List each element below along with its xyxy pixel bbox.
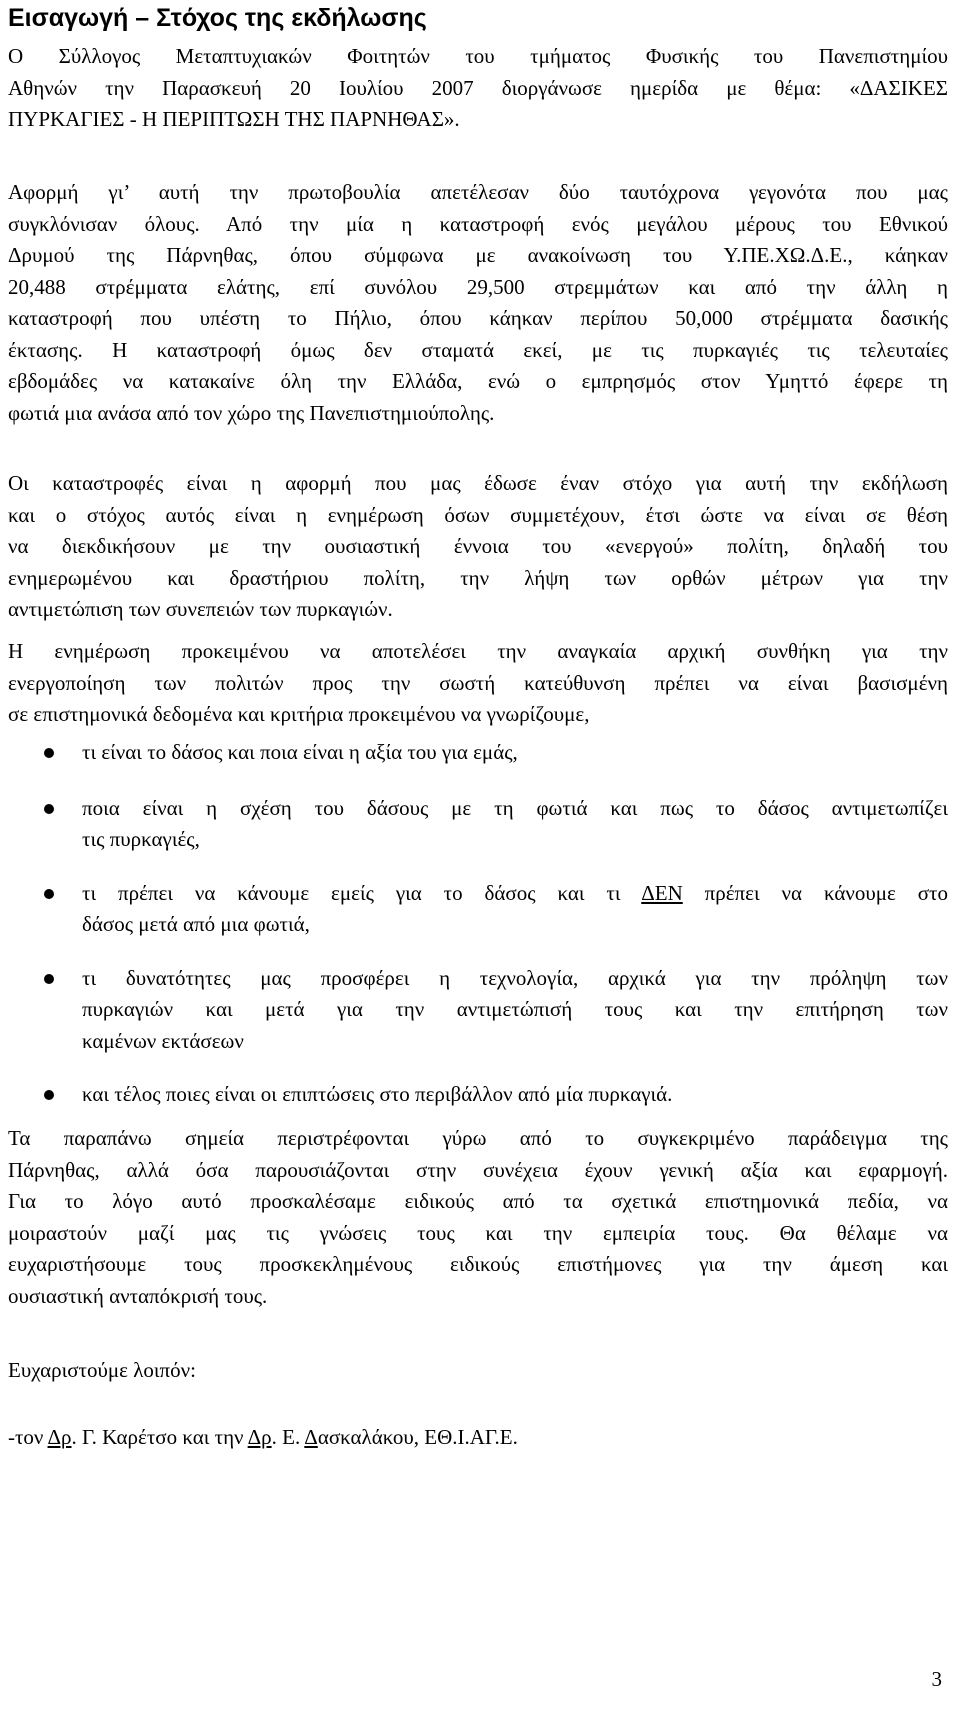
text-line: μοιραστούν μαζί μας τις γνώσεις τους και την εμπειρία τους. Θα θέλαμε να (8, 1220, 948, 1245)
text-line: τις πυρκαγιές, (82, 827, 200, 851)
text-line: να διεκδικήσουν με την ουσιαστική έννοια του «ενεργού» πολίτη, δηλαδή του (8, 534, 948, 558)
text-line: Αφορμή γι’ αυτή την πρωτοβουλία απετέλεσαν δύο ταυτόχρονα γεγονότα που μας (8, 180, 948, 204)
text-line: τι είναι το δάσος και ποια είναι η αξία του για εμάς, (82, 740, 518, 764)
bullet-icon (44, 1090, 54, 1100)
text-line: Δρυμού της Πάρνηθας, όπου σύμφωνα με ανακοίνωση του Υ.ΠΕ.ΧΩ.Δ.Ε., κάηκαν (8, 243, 948, 267)
paragraph-intro (8, 41, 948, 136)
paragraph-goal (8, 468, 948, 626)
text-line: πυρκαγιών και μετά για την αντιμετώπισή τους και την επιτήρηση των (82, 997, 948, 1021)
text-line (82, 878, 948, 910)
text-line: Η ενημέρωση προκειμένου να αποτελέσει την αναγκαία αρχική συνθήκη για την (8, 639, 948, 663)
text-line: τι δυνατότητες μας προσφέρει η τεχνολογία, αρχικά για την πρόληψη των (82, 965, 948, 990)
text-fragment: Δρ (247, 1425, 272, 1449)
text-line: ευχαριστήσουμε τους προσκεκλημένους ειδικούς επιστήμονες για την άμεση και (8, 1252, 948, 1276)
text-line: ουσιαστική ανταπόκρισή τους. (8, 1283, 268, 1308)
text-line: καμένων εκτάσεων (82, 1028, 244, 1053)
text-line: συγκλόνισαν όλους. Από την μία η καταστροφή ενός μεγάλου μέρους του Εθνικού (8, 211, 948, 236)
document-page (8, 0, 948, 1709)
text-fragment: πρέπει να κάνουμε στο (682, 880, 948, 905)
text-line: 20,488 στρέμματα ελάτης, επί συνόλου 29,500 στρεμμάτων και από την άλλη η (8, 274, 948, 299)
text-fragment: Δρ (47, 1425, 72, 1449)
text-fragment: . Γ. Καρέτσο και την (71, 1425, 248, 1449)
text-line: Πάρνηθας, αλλά όσα παρουσιάζονται στην συνέχεια έχουν γενική αξία και εφαρμογή. (8, 1157, 948, 1182)
bullet-icon (44, 889, 54, 899)
text-line: Οι καταστροφές είναι η αφορμή που μας έδωσε έναν στόχο για αυτή την εκδήλωση (8, 471, 948, 495)
text-fragment: ασκαλάκου, ΕΘ.Ι.ΑΓ.Ε. (317, 1425, 518, 1449)
text-line: Αθηνών την Παρασκευή 20 Ιουλίου 2007 διοργάνωσε ημερίδα με θέμα: «ΔΑΣΙΚΕΣ (8, 75, 948, 100)
text-line: αντιμετώπιση των συνεπειών των πυρκαγιών. (8, 597, 393, 621)
text-line: Για το λόγο αυτό προσκαλέσαμε ειδικούς από τα σχετικά επιστημονικά πεδία, να (8, 1189, 948, 1213)
bullet-icon (44, 974, 54, 984)
section-heading: Εισαγωγή – Στόχος της εκδήλωσης (8, 4, 427, 32)
text-line: εβδομάδες να κατακαίνε όλη την Ελλάδα, ενώ ο εμπρησμός στον Υμηττό έφερε τη (8, 369, 948, 393)
bullet-icon (44, 804, 54, 814)
list-item (8, 1079, 948, 1111)
text-line: και τέλος ποιες είναι οι επιπτώσεις στο περιβάλλον από μία πυρκαγιά. (82, 1082, 673, 1106)
text-line: Ο Σύλλογος Μεταπτυχιακών Φοιτητών του τμήματος Φυσικής του Πανεπιστημίου (8, 44, 948, 68)
list-item (8, 793, 948, 856)
text-fragment: τι πρέπει να κάνουμε εμείς για το δάσος και τι (82, 880, 642, 905)
bullet-icon (44, 748, 54, 758)
page-number: 3 (931, 1667, 942, 1691)
text-line: καταστροφή που υπέστη το Πήλιο, όπου κάηκαν περίπου 50,000 στρέμματα δασικής (8, 306, 948, 330)
emphasis-not: ΔΕΝ (641, 880, 683, 905)
thanks-label: Ευχαριστούμε λοιπόν: (8, 1358, 196, 1382)
list-item (8, 878, 948, 941)
text-line: σε επιστημονικά δεδομένα και κριτήρια προκειμένου να γνωρίζουμε, (8, 702, 590, 726)
text-line: έκτασης. Η καταστροφή όμως δεν σταματά εκεί, με τις πυρκαγιές τις τελευταίες (8, 337, 948, 362)
thanks-line (8, 1422, 518, 1454)
text-line: και ο στόχος αυτός είναι η ενημέρωση όσων συμμετέχουν, έτσι ώστε να είναι σε θέση (8, 502, 948, 527)
text-line: ενημερωμένου και δραστήριου πολίτη, την λήψη των ορθών μέτρων για την (8, 565, 948, 590)
list-item (8, 963, 948, 1058)
text-line: Τα παραπάνω σημεία περιστρέφονται γύρω από το συγκεκριμένο παράδειγμα της (8, 1126, 948, 1150)
list-item (8, 737, 948, 769)
paragraph-experts (8, 1123, 948, 1312)
text-fragment: -τον (8, 1425, 48, 1449)
text-line: ποια είναι η σχέση του δάσους με τη φωτιά και πως το δάσος αντιμετωπίζει (82, 795, 948, 820)
text-fragment: . Ε. (271, 1425, 305, 1449)
paragraph-information (8, 636, 948, 731)
bullet-list (8, 737, 948, 1111)
text-line: δάσος μετά από μια φωτιά, (82, 912, 310, 936)
text-line: φωτιά μια ανάσα από τον χώρο της Πανεπιστημιούπολης. (8, 400, 495, 425)
text-line: ενεργοποίηση των πολιτών προς την σωστή κατεύθυνση πρέπει να είναι βασισμένη (8, 670, 948, 695)
text-fragment: Δ (304, 1425, 318, 1449)
text-line: ΠΥΡΚΑΓΙΕΣ - Η ΠΕΡΙΠΤΩΣΗ ΤΗΣ ΠΑΡΝΗΘΑΣ». (8, 107, 460, 131)
paragraph-motivation (8, 177, 948, 429)
